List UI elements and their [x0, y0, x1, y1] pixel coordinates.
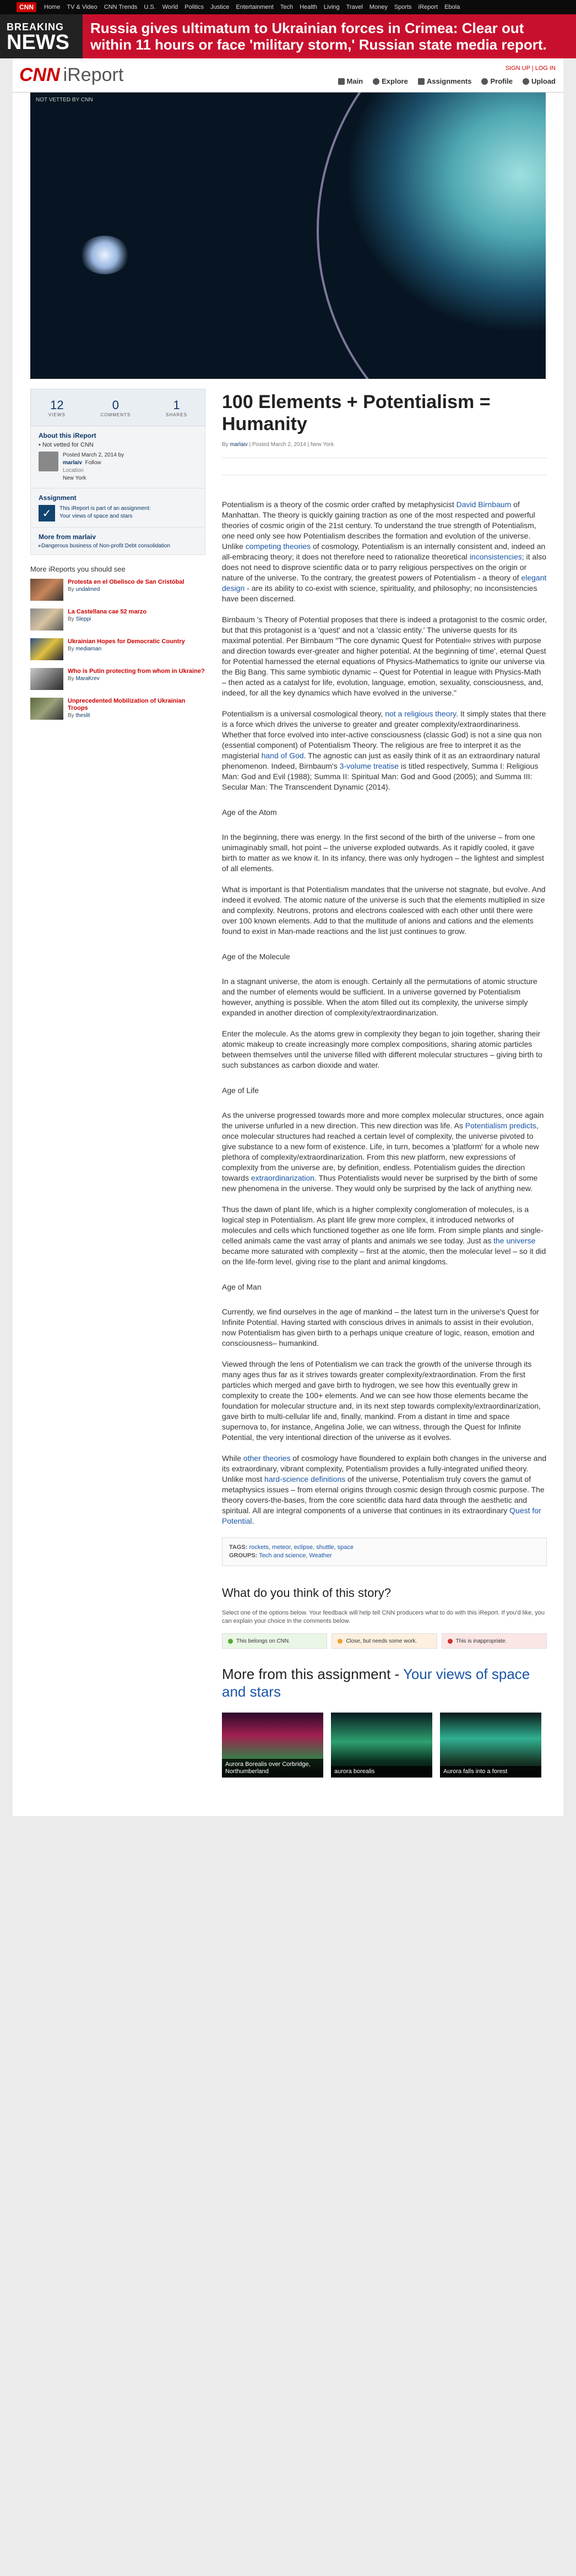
list-item[interactable]: Ukrainian Hopes for Democratic Country By mediaman [30, 638, 205, 660]
nav-link[interactable]: Tech [280, 4, 294, 10]
assignment-title: Assignment [39, 494, 77, 502]
feedback-title: What do you think of this story? [222, 1586, 391, 1600]
section-heading: Age of Life [222, 1086, 259, 1095]
poster-user-link[interactable]: marlaiv [63, 460, 83, 466]
breaking-news-label: BREAKING NEWS [0, 14, 83, 58]
feedback-close-button[interactable]: Close, but needs some work. [332, 1633, 437, 1649]
gallery-item[interactable]: aurora borealis [331, 1713, 432, 1778]
not-vetted-badge: NOT VETTED BY CNN [36, 97, 93, 103]
thumbnail[interactable] [30, 608, 63, 631]
list-item[interactable]: Who is Putin protecting from whom in Ukraine? By MaraKrev [30, 668, 205, 690]
article-paragraph: While other theories of cosmology have floundered to explain both changes in the universe and its extraordinary, vibrant complexity, Potentialism provides a fully-integrated unified theory. Unlike most hard-science definitions of the universe, Potentialism truly covers the gamut of metaphysics issues – from eternal origins through cosmic design through cosmic purpose. The theory covers-the-bases, from the core scientific data hard data through the aesthetic and spiritual. All are integral components of a universe that continues in its extraordinary Quest for Potential. [222, 1454, 547, 1525]
ireport-logo[interactable]: CNN iReport [19, 64, 124, 85]
about-box [30, 426, 205, 488]
red-dot-icon [448, 1639, 453, 1644]
thumbnail[interactable] [30, 668, 63, 690]
inline-link[interactable]: 3-volume treatise [339, 762, 399, 770]
share-bar[interactable] [222, 458, 547, 475]
more-ireports-title: More iReports you should see [30, 565, 126, 573]
feedback-options [222, 1633, 547, 1649]
nav-main[interactable]: Main [338, 77, 363, 85]
shares-stat: 1 SHARES [166, 398, 188, 417]
cnn-mini-logo[interactable]: CNN [17, 2, 36, 12]
breaking-news-banner[interactable] [0, 14, 576, 58]
more-from-title: More from marlaiv [39, 533, 96, 541]
article-paragraph: Potentialism is a theory of the cosmic order crafted by metaphysicist David Birnbaum of Manhattan. The theory is quickly gaining traction as one of the most respected and powerful theories of cosmic origin of the 21st century. To understand the true strength of Potentialism, one need only see how Potentialism describes the formation and evolution of the universe. Unlike competing theories of cosmology, Potentialism is an internally consistent and, indeed an all-embracing theory; it does not therefore need to rationalize theoretical inconsistencies; it also does not need to disprove scientific data or to parry religious perspectives on the origin or nature of the universe. To the contrary, the greatest powers of Potentialism - a theory of elegant design - are its ability to co-exist with science, spirituality, and philosophy; no inconsistencies have been discerned. [222, 500, 547, 603]
nav-upload[interactable]: Upload [523, 77, 556, 85]
group-links[interactable]: Tech and science, Weather [259, 1552, 332, 1559]
nav-link[interactable]: Politics [184, 4, 204, 10]
inline-link[interactable]: other theories [243, 1454, 291, 1463]
nav-link[interactable]: Home [44, 4, 61, 10]
about-title: About this iReport [39, 432, 96, 439]
nav-profile[interactable]: Profile [481, 77, 512, 85]
byline-user-link[interactable]: marlaiv [230, 442, 248, 448]
poster-info: Posted March 2, 2014 by marlaiv Follow Location New York [39, 452, 197, 482]
nav-link[interactable]: Health [300, 4, 317, 10]
article-paragraph: What is important is that Potentialism mandates that the universe not stagnate, but evolve. And indeed it evolved. The atomic nature of the universe is such that the elements multiplied in size and complexity. Neutrons, protons and electrons coalesced with each other until there were over 100 known elements. Add to that the multitude of anions and cations and the elements found to exist in Man-made reactions and the list just continues to grow. [222, 885, 546, 936]
sidebar [30, 389, 205, 1778]
nav-link[interactable]: CNN Trends [104, 4, 138, 10]
signin-link[interactable]: SIGN UP | LOG IN [505, 65, 556, 72]
hero-image [30, 93, 546, 379]
page-title: 100 Elements + Potentialism = Humanity [222, 392, 491, 434]
tag-links[interactable]: rockets, meteor, eclipse, shuttle, space [249, 1544, 354, 1551]
article-paragraph: Enter the molecule. As the atoms grew in complexity they began to join together, sharing their atomic makeup to create increasingly more complex compositions, sharing atomic particles between themselves until the universe filled with different molecular structures – giving birth to such substances as carbon dioxide and water. [222, 1029, 542, 1069]
inline-link[interactable]: inconsistencies [469, 552, 522, 561]
megaphone-icon [418, 78, 425, 85]
nav-link[interactable]: Sports [394, 4, 412, 10]
inline-link[interactable]: the universe [493, 1236, 536, 1245]
inline-link[interactable]: Quest for Potential [222, 1506, 541, 1525]
comments-stat[interactable]: 0 COMMENTS [100, 398, 131, 417]
more-from-link[interactable]: ▸ Dangerous business of Non-profit Debt consolidation [39, 543, 197, 549]
thumbnail[interactable] [30, 698, 63, 720]
follow-link[interactable]: Follow [85, 460, 101, 466]
inline-link[interactable]: David Birnbaum [456, 500, 512, 509]
assignment-box: Assignment ✓ This iReport is part of an assignment: Your views of space and stars [30, 488, 205, 528]
article-paragraph: In the beginning, there was energy. In the first second of the birth of the universe – from one unimaginably small, hot point – the universe exploded outwards. As it rapidly cooled, it gave birth to matter as we know it. In its infancy, there was only hydrogen – the lightest and simplest of all elements. [222, 833, 544, 873]
green-dot-icon [228, 1639, 233, 1644]
article-paragraph: In a stagnant universe, the atom is enough. Certainly all the permutations of atomic structure and the number of elements would be sufficient. In a universe governed by Potentialism however, anything is possible. When the atom filled out its complexity, the universe simply expanded in another direction of complexity/extraordinarization. [222, 977, 537, 1017]
nav-link[interactable]: Entertainment [236, 4, 274, 10]
assignment-title-link[interactable]: Your views of space and stars [222, 1666, 530, 1700]
nav-link[interactable]: Living [323, 4, 340, 10]
inline-link[interactable]: competing theories [245, 542, 311, 551]
stats-box [30, 389, 205, 426]
breaking-headline[interactable]: Russia gives ultimatum to Ukrainian forces in Crimea: Clear out within 11 hours or face 'military storm,' Russian state media report. [90, 20, 547, 53]
nav-link[interactable]: U.S. [144, 4, 156, 10]
article-paragraph: Birnbaum 's Theory of Potential proposes that there is indeed a protagonist to the cosmic order, but that this protagonist is a 'quest' and not a 'classic entity.' The universe quests for its maximal potential. Per Birnbaum "The core dynamic Quest for Potential∞ strives with purpose and direction towards ever-greater and higher potential. At the beginning of time', eternal Quest for Potential harnessed the eternal equations of Physics-Mathematics to ignite our universe via the Big Bang. This same symbiotic dynamic – Quest for Potential in league with Physics-Math – then acted as a catalyst for life, evolution, language, emotion, sexuality, consciousness, and, indeed, for all the key dynamics which have evolved in the universe." [222, 615, 547, 697]
orange-dot-icon [338, 1639, 343, 1644]
inline-link[interactable]: not a religious theory [385, 709, 457, 718]
more-assignment-title: More from this assignment - Your views of space and stars [222, 1666, 530, 1700]
gallery-item[interactable]: Aurora falls into a forest [440, 1713, 541, 1778]
nav-explore[interactable]: Explore [373, 77, 408, 85]
nav-link[interactable]: TV & Video [67, 4, 97, 10]
global-nav [0, 0, 576, 14]
nav-link[interactable]: Justice [210, 4, 230, 10]
main-icon [338, 78, 345, 85]
thumbnail[interactable] [30, 579, 63, 601]
article-paragraph: Currently, we find ourselves in the age of mankind – the latest turn in the universe's Quest for Infinite Potential. Having started with conscious drives in animals to assist in their evolution, now Potentialism has given birth to a perhaps unique creature of logic, reason, emotion and consciousness– humankind. [222, 1307, 539, 1347]
section-heading: Age of Man [222, 1282, 262, 1291]
tags-box: TAGS: rockets, meteor, eclipse, shuttle, space GROUPS: Tech and science, Weather [222, 1537, 547, 1566]
assignment-gallery [222, 1713, 547, 1778]
poster-location: New York [63, 475, 86, 481]
more-from-box [30, 528, 205, 555]
inline-link[interactable]: hand of God [261, 751, 304, 760]
check-icon: ✓ [39, 505, 55, 521]
vetted-status: • Not vetted for CNN [39, 442, 94, 448]
inline-link[interactable]: hard-science definitions [264, 1475, 346, 1483]
list-item[interactable]: Unprecedented Mobilization of Ukrainian Troops By theslit [30, 698, 205, 720]
inline-link[interactable]: extraordinarization [251, 1173, 315, 1182]
upload-icon [523, 78, 529, 85]
article-paragraph: Potentialism is a universal cosmological theory, not a religious theory. It simply states that there is a force which drives the universe to greater and greater complexity/extraordinariness. Whether that force evolved into inter-active consciousness (classic God) is not a sine qua non (essential component) of Potentialism Theory. The religious are free to interpret it as the magisterial hand of God. The agnostic can just as easily think of it as an extraordinary natural phenomenon. Indeed, Birnbaum's 3-volume treatise is titled respectively, Summa I: Religious Man: God and Evil (1988); Summa II: Spiritual Man: God and Good (2005); and Summa III: Secular Man: The Transcendent Dynamic (2014). [222, 709, 546, 791]
article-body [222, 499, 547, 1526]
inline-link[interactable]: elegant design [222, 573, 547, 593]
compass-icon [373, 78, 379, 85]
feedback-inappropriate-button[interactable]: This is inappropriate. [442, 1633, 547, 1649]
nav-link[interactable]: iReport [418, 4, 438, 10]
avatar[interactable] [39, 452, 58, 471]
nav-link[interactable]: Money [369, 4, 388, 10]
feedback-description: Select one of the options below. Your feedback will help tell CNN producers what to do with this iReport. If you'd like, you can explain your choice in the comments below. [222, 1610, 545, 1624]
nav-link[interactable]: World [162, 4, 178, 10]
section-heading: Age of the Atom [222, 808, 277, 817]
article-paragraph: Thus the dawn of plant life, which is a higher complexity conglomeration of molecules, is a logical step in Potentialism. As plant life grew more complex, it introduced networks of molecules and cells which functioned together as one life form. From simple plants and single-celled animals came the vast array of plants and animals we see today. Just as the universe became more saturated with complexity – first at the atomic, then the molecular level – so it did on the life-form level, giving rise to the plant and animal kingdoms. [222, 1205, 546, 1266]
nav-link[interactable]: Travel [346, 4, 363, 10]
thumbnail[interactable] [30, 638, 63, 660]
list-item[interactable]: La Castellana cae 52 marzo By Sleppi [30, 608, 205, 631]
article-paragraph: As the universe progressed towards more and more complex molecular structures, once again the universe unfurled in a new direction. This new direction was life. As Potentialism predicts, once molecular structures had reached a certain level of complexity, the universe pivoted to give substance to a new form of existence. Life, in turn, becomes a 'platform' for a whole new plethora of complexity/extraordinarization. From this new platform, new expressions of complexity from the universe are, by definition, endless. Potentialism guides the direction towards extraordinarization. Thus Potentialists would never be surprised by the birth of some new phenomena in the universe. They would only be surprised by the lack of anything new. [222, 1111, 544, 1193]
section-heading: Age of the Molecule [222, 952, 290, 961]
ireport-header [13, 58, 563, 93]
article-paragraph: Viewed through the lens of Potentialism we can track the growth of the universe through its many ages thus far as it strives towards greater complexity/extraordination. From the first particles which merged and gave birth to hydrogen, we see how this eventually grew in complexity to create the 100+ elements. And we can see how those elements became the foundation for molecular structure and, in its next step towards complexity/extraordinarization, gave birth to multi-cellular life and, finally, mankind. From a distant in time and space supernova to, for instance, Angelina Jolie, we can witness, through the Quest for Infinite Potential, the very intentional direction of the universe as it evolves. [222, 1360, 541, 1442]
byline: By marlaiv | Posted March 2, 2014 | New York [222, 442, 334, 448]
feedback-belongs-button[interactable]: This belongs on CNN. [222, 1633, 327, 1649]
nav-assignments[interactable]: Assignments [418, 77, 472, 85]
inline-link[interactable]: Potentialism predicts [465, 1121, 536, 1130]
person-icon [481, 78, 488, 85]
article-main [205, 389, 547, 1778]
ireport-nav [338, 77, 556, 85]
gallery-item[interactable]: Aurora Borealis over Corbridge, Northumberland [222, 1713, 323, 1778]
assignment-link[interactable]: Your views of space and stars [59, 513, 133, 519]
nav-link[interactable]: Ebola [444, 4, 460, 10]
list-item[interactable]: Protesta en el Obelisco de San Cristóbal By undalmed [30, 579, 205, 601]
views-stat: 12 VIEWS [48, 398, 66, 417]
